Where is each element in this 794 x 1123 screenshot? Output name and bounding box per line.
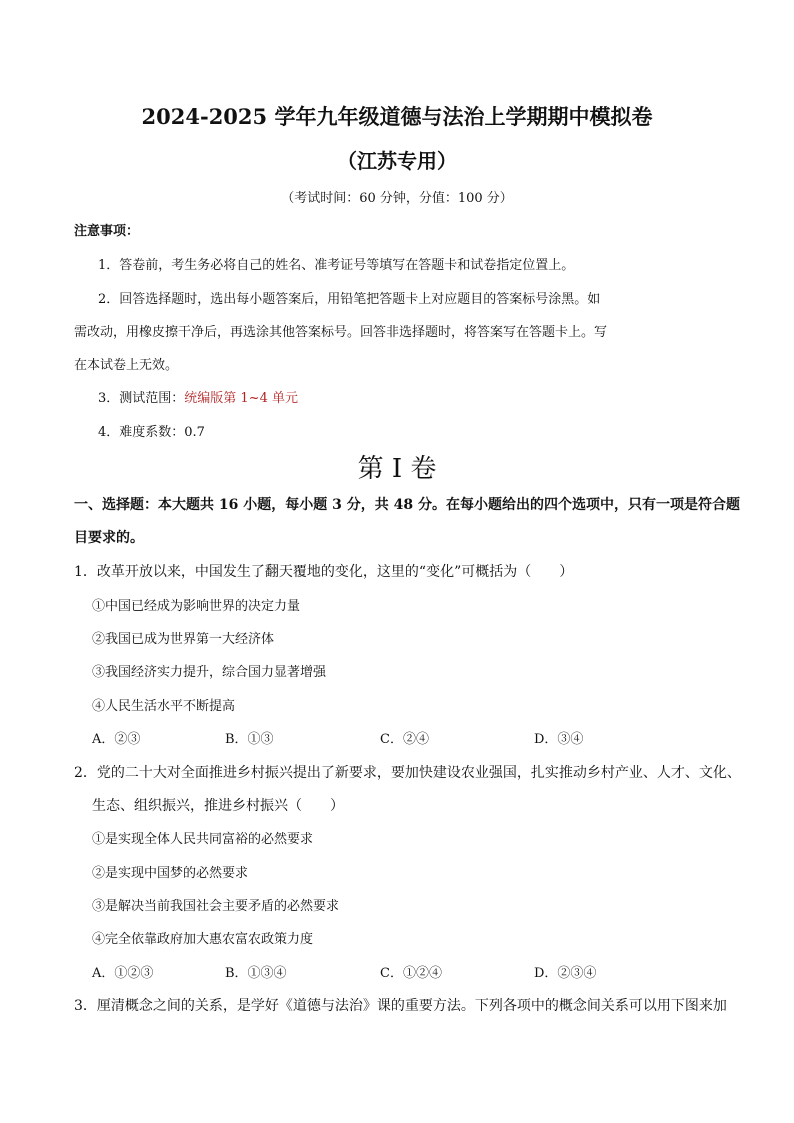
question-1-option-2: ②我国已成为世界第一大经济体 <box>92 632 275 647</box>
question-2-option-1: ①是实现全体人民共同富裕的必然要求 <box>92 832 314 847</box>
page-subtitle: （江苏专用） <box>337 149 457 173</box>
notice-item-2-line-2: 需改动，用橡皮擦干净后，再选涂其他答案标号。回答非选择题时，将答案写在答题卡上。写 <box>74 325 608 340</box>
test-scope: 统编版第 1~4 单元 <box>184 391 298 406</box>
question-1-stem: 1．改革开放以来，中国发生了翻天覆地的变化，这里的“变化”可概括为（ ） <box>74 564 574 580</box>
question-2-option-3: ③是解决当前我国社会主要矛盾的必然要求 <box>92 899 340 914</box>
question-1-choice-c: C．②④ <box>380 732 429 747</box>
question-1-choice-d: D．③④ <box>534 732 584 747</box>
question-1-choice-a: A．②③ <box>92 732 141 747</box>
notice-item-3 <box>98 387 298 406</box>
question-1-option-1: ①中国已经成为影响世界的决定力量 <box>92 599 301 614</box>
question-2-choice-a: A．①②③ <box>92 966 154 981</box>
question-2-option-2: ②是实现中国梦的必然要求 <box>92 866 249 881</box>
question-2-choice-d: D．②③④ <box>534 966 597 981</box>
volume-title: 第 I 卷 <box>357 454 437 484</box>
notice-item-3-label: 3．测试范围： <box>98 391 185 406</box>
section-heading-line-1: 一、选择题：本大题共 16 小题，每小题 3 分，共 48 分。在每小题给出的四个选项中，只有一项是符合题 <box>74 497 740 513</box>
question-2-option-4: ④完全依靠政府加大惠农富农政策力度 <box>92 932 314 947</box>
exam-info: （考试时间：60 分钟，分值：100 分） <box>281 191 513 206</box>
question-2-choice-c: C．①②④ <box>380 966 442 981</box>
notice-item-4: 4．难度系数：0.7 <box>98 425 205 440</box>
notice-item-1: 1．答卷前，考生务必将自己的姓名、准考证号等填写在答题卡和试卷指定位置上。 <box>98 258 575 273</box>
section-heading-line-2: 目要求的。 <box>74 530 144 546</box>
notice-item-2-line-3: 在本试卷上无效。 <box>74 358 179 373</box>
question-2-stem-line-1: 2．党的二十大对全面推进乡村振兴提出了新要求，要加快建设农业强国，扎实推动乡村产业、人才、文化、 <box>74 765 741 781</box>
question-2-choice-b: B．①③④ <box>225 966 287 981</box>
question-1-choice-b: B．①③ <box>225 732 274 747</box>
question-3-stem: 3．厘清概念之间的关系，是学好《道德与法治》课的重要方法。下列各项中的概念间关系可以用下图来加 <box>74 998 727 1014</box>
question-2-stem-line-2: 生态、组织振兴，推进乡村振兴（ ） <box>92 798 344 814</box>
notice-item-2-line-1: 2．回答选择题时，选出每小题答案后，用铅笔把答题卡上对应题目的答案标号涂黑。如 <box>98 292 601 307</box>
page-title: 2024-2025 学年九年级道德与法治上学期期中模拟卷 <box>141 104 653 129</box>
question-1-option-3: ③我国经济实力提升，综合国力显著增强 <box>92 665 327 680</box>
notice-heading: 注意事项： <box>74 224 140 239</box>
question-1-option-4: ④人民生活水平不断提高 <box>92 699 236 714</box>
